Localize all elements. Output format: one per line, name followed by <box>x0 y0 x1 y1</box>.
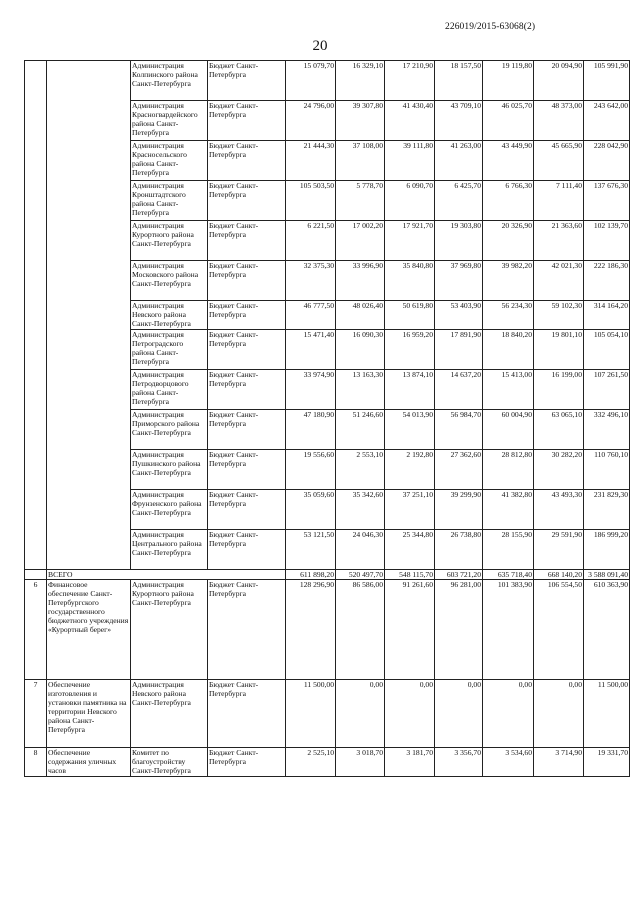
org-cell: Администрация Красногвардейского района Санкт-Петербурга <box>131 101 208 141</box>
value-cell: 15 079,70 <box>286 61 336 101</box>
value-cell: 19 801,10 <box>534 330 584 370</box>
value-cell: 3 534,60 <box>483 748 534 777</box>
value-cell: 39 307,80 <box>336 101 385 141</box>
index-cell <box>25 61 47 570</box>
value-cell: 20 094,90 <box>534 61 584 101</box>
value-cell: 51 246,60 <box>336 410 385 450</box>
value-cell: 101 383,90 <box>483 580 534 680</box>
value-cell: 28 155,90 <box>483 530 534 570</box>
value-cell: 25 344,80 <box>385 530 435 570</box>
source-cell: Бюджет Санкт-Петербурга <box>208 580 286 680</box>
source-cell: Бюджет Санкт-Петербурга <box>208 301 286 330</box>
value-cell: 102 139,70 <box>584 221 630 261</box>
source-cell: Бюджет Санкт-Петербурга <box>208 141 286 181</box>
total-value-cell: 603 721,20 <box>435 570 483 580</box>
value-cell: 47 180,90 <box>286 410 336 450</box>
value-cell: 110 760,10 <box>584 450 630 490</box>
value-cell: 15 471,40 <box>286 330 336 370</box>
value-cell: 39 299,90 <box>435 490 483 530</box>
value-cell: 46 025,70 <box>483 101 534 141</box>
value-cell: 43 449,90 <box>483 141 534 181</box>
value-cell: 20 326,90 <box>483 221 534 261</box>
budget-table <box>24 60 630 777</box>
value-cell: 37 969,80 <box>435 261 483 301</box>
value-cell: 54 013,90 <box>385 410 435 450</box>
org-cell: Администрация Колпинского района Санкт-Петербурга <box>131 61 208 101</box>
source-cell: Бюджет Санкт-Петербурга <box>208 450 286 490</box>
org-cell: Администрация Красносельского района Санкт-Петербурга <box>131 141 208 181</box>
index-cell: 8 <box>25 748 47 777</box>
org-cell: Администрация Пушкинского района Санкт-Петербурга <box>131 450 208 490</box>
value-cell: 26 738,80 <box>435 530 483 570</box>
value-cell: 332 496,10 <box>584 410 630 450</box>
name-cell: Финансовое обеспечение Санкт-Петербургского государственного бюджетного учреждения «Курортный берег» <box>47 580 131 680</box>
value-cell: 6 221,50 <box>286 221 336 261</box>
value-cell: 14 637,20 <box>435 370 483 410</box>
total-value-cell: 668 140,20 <box>534 570 584 580</box>
value-cell: 228 042,90 <box>584 141 630 181</box>
org-cell: Администрация Кронштадтского района Санкт-Петербурга <box>131 181 208 221</box>
source-cell: Бюджет Санкт-Петербурга <box>208 680 286 748</box>
value-cell: 0,00 <box>435 680 483 748</box>
value-cell: 19 556,60 <box>286 450 336 490</box>
source-cell: Бюджет Санкт-Петербурга <box>208 330 286 370</box>
org-cell: Администрация Петродворцового района Санкт-Петербурга <box>131 370 208 410</box>
document-id: 226019/2015-63068(2) <box>445 22 536 32</box>
name-cell: Обеспечение изготовления и установки памятника на территории Невского района Санкт-Петербурга <box>47 680 131 748</box>
value-cell: 41 430,40 <box>385 101 435 141</box>
total-value-cell: 3 588 091,40 <box>584 570 630 580</box>
source-cell: Бюджет Санкт-Петербурга <box>208 410 286 450</box>
org-cell: Администрация Московского района Санкт-Петербурга <box>131 261 208 301</box>
value-cell: 6 766,30 <box>483 181 534 221</box>
value-cell: 86 586,00 <box>336 580 385 680</box>
value-cell: 3 714,90 <box>534 748 584 777</box>
value-cell: 48 026,40 <box>336 301 385 330</box>
index-cell: 6 <box>25 580 47 680</box>
value-cell: 16 329,10 <box>336 61 385 101</box>
name-cell: Обеспечение содержания уличных часов <box>47 748 131 777</box>
page-number: 20 <box>312 38 328 54</box>
value-cell: 5 778,70 <box>336 181 385 221</box>
value-cell: 15 413,00 <box>483 370 534 410</box>
value-cell: 2 553,10 <box>336 450 385 490</box>
value-cell: 30 282,20 <box>534 450 584 490</box>
value-cell: 32 375,30 <box>286 261 336 301</box>
value-cell: 11 500,00 <box>286 680 336 748</box>
value-cell: 19 119,80 <box>483 61 534 101</box>
value-cell: 0,00 <box>483 680 534 748</box>
value-cell: 53 121,50 <box>286 530 336 570</box>
value-cell: 3 181,70 <box>385 748 435 777</box>
value-cell: 33 996,90 <box>336 261 385 301</box>
value-cell: 41 263,00 <box>435 141 483 181</box>
table-row <box>25 61 630 101</box>
value-cell: 314 164,20 <box>584 301 630 330</box>
value-cell: 37 108,00 <box>336 141 385 181</box>
value-cell: 137 676,30 <box>584 181 630 221</box>
value-cell: 105 991,90 <box>584 61 630 101</box>
value-cell: 35 342,60 <box>336 490 385 530</box>
value-cell: 17 210,90 <box>385 61 435 101</box>
value-cell: 6 425,70 <box>435 181 483 221</box>
value-cell: 17 891,90 <box>435 330 483 370</box>
value-cell: 56 984,70 <box>435 410 483 450</box>
value-cell: 3 356,70 <box>435 748 483 777</box>
value-cell: 59 102,30 <box>534 301 584 330</box>
value-cell: 0,00 <box>385 680 435 748</box>
value-cell: 41 382,80 <box>483 490 534 530</box>
value-cell: 19 303,80 <box>435 221 483 261</box>
value-cell: 13 874,10 <box>385 370 435 410</box>
value-cell: 29 591,90 <box>534 530 584 570</box>
table-row <box>25 748 630 777</box>
value-cell: 17 921,70 <box>385 221 435 261</box>
value-cell: 18 157,50 <box>435 61 483 101</box>
value-cell: 2 192,80 <box>385 450 435 490</box>
value-cell: 105 054,10 <box>584 330 630 370</box>
total-label: ВСЕГО <box>47 570 286 580</box>
value-cell: 24 796,00 <box>286 101 336 141</box>
value-cell: 19 331,70 <box>584 748 630 777</box>
value-cell: 6 090,70 <box>385 181 435 221</box>
value-cell: 105 503,50 <box>286 181 336 221</box>
source-cell: Бюджет Санкт-Петербурга <box>208 101 286 141</box>
value-cell: 37 251,10 <box>385 490 435 530</box>
value-cell: 33 974,90 <box>286 370 336 410</box>
value-cell: 18 840,20 <box>483 330 534 370</box>
value-cell: 39 982,20 <box>483 261 534 301</box>
value-cell: 2 525,10 <box>286 748 336 777</box>
org-cell: Администрация Петроградского района Санкт-Петербурга <box>131 330 208 370</box>
value-cell: 107 261,50 <box>584 370 630 410</box>
value-cell: 46 777,50 <box>286 301 336 330</box>
name-cell <box>47 61 131 570</box>
source-cell: Бюджет Санкт-Петербурга <box>208 61 286 101</box>
value-cell: 231 829,30 <box>584 490 630 530</box>
org-cell: Администрация Приморского района Санкт-Петербурга <box>131 410 208 450</box>
org-cell: Администрация Невского района Санкт-Петербурга <box>131 680 208 748</box>
source-cell: Бюджет Санкт-Петербурга <box>208 221 286 261</box>
value-cell: 16 959,20 <box>385 330 435 370</box>
table-row <box>25 680 630 748</box>
value-cell: 7 111,40 <box>534 181 584 221</box>
value-cell: 3 018,70 <box>336 748 385 777</box>
value-cell: 21 444,30 <box>286 141 336 181</box>
org-cell: Комитет по благоустройству Санкт-Петербурга <box>131 748 208 777</box>
value-cell: 17 002,20 <box>336 221 385 261</box>
source-cell: Бюджет Санкт-Петербурга <box>208 261 286 301</box>
value-cell: 96 281,00 <box>435 580 483 680</box>
source-cell: Бюджет Санкт-Петербурга <box>208 748 286 777</box>
value-cell: 53 403,90 <box>435 301 483 330</box>
value-cell: 35 840,80 <box>385 261 435 301</box>
value-cell: 610 363,90 <box>584 580 630 680</box>
total-value-cell: 520 497,70 <box>336 570 385 580</box>
value-cell: 27 362,60 <box>435 450 483 490</box>
value-cell: 186 999,20 <box>584 530 630 570</box>
org-cell: Администрация Фрунзенского района Санкт-Петербурга <box>131 490 208 530</box>
source-cell: Бюджет Санкт-Петербурга <box>208 370 286 410</box>
value-cell: 43 709,10 <box>435 101 483 141</box>
value-cell: 42 021,30 <box>534 261 584 301</box>
value-cell: 56 234,30 <box>483 301 534 330</box>
org-cell: Администрация Центрального района Санкт-Петербурга <box>131 530 208 570</box>
org-cell: Администрация Невского района Санкт-Петербурга <box>131 301 208 330</box>
table-row <box>25 580 630 680</box>
total-value-cell: 635 718,40 <box>483 570 534 580</box>
org-cell: Администрация Курортного района Санкт-Петербурга <box>131 221 208 261</box>
org-cell: Администрация Курортного района Санкт-Петербурга <box>131 580 208 680</box>
value-cell: 21 363,60 <box>534 221 584 261</box>
value-cell: 91 261,60 <box>385 580 435 680</box>
value-cell: 39 111,80 <box>385 141 435 181</box>
value-cell: 128 296,90 <box>286 580 336 680</box>
value-cell: 0,00 <box>336 680 385 748</box>
total-value-cell: 611 898,20 <box>286 570 336 580</box>
value-cell: 63 065,10 <box>534 410 584 450</box>
source-cell: Бюджет Санкт-Петербурга <box>208 181 286 221</box>
index-cell: 7 <box>25 680 47 748</box>
value-cell: 50 619,80 <box>385 301 435 330</box>
value-cell: 43 493,30 <box>534 490 584 530</box>
value-cell: 16 090,30 <box>336 330 385 370</box>
value-cell: 0,00 <box>534 680 584 748</box>
value-cell: 243 642,00 <box>584 101 630 141</box>
value-cell: 11 500,00 <box>584 680 630 748</box>
value-cell: 222 186,30 <box>584 261 630 301</box>
source-cell: Бюджет Санкт-Петербурга <box>208 490 286 530</box>
value-cell: 60 004,90 <box>483 410 534 450</box>
value-cell: 48 373,00 <box>534 101 584 141</box>
value-cell: 13 163,30 <box>336 370 385 410</box>
source-cell: Бюджет Санкт-Петербурга <box>208 530 286 570</box>
value-cell: 35 059,60 <box>286 490 336 530</box>
index-cell <box>25 570 47 580</box>
value-cell: 45 665,90 <box>534 141 584 181</box>
total-row <box>25 570 630 580</box>
total-value-cell: 548 115,70 <box>385 570 435 580</box>
value-cell: 28 812,80 <box>483 450 534 490</box>
value-cell: 16 199,00 <box>534 370 584 410</box>
value-cell: 24 046,30 <box>336 530 385 570</box>
value-cell: 106 554,50 <box>534 580 584 680</box>
